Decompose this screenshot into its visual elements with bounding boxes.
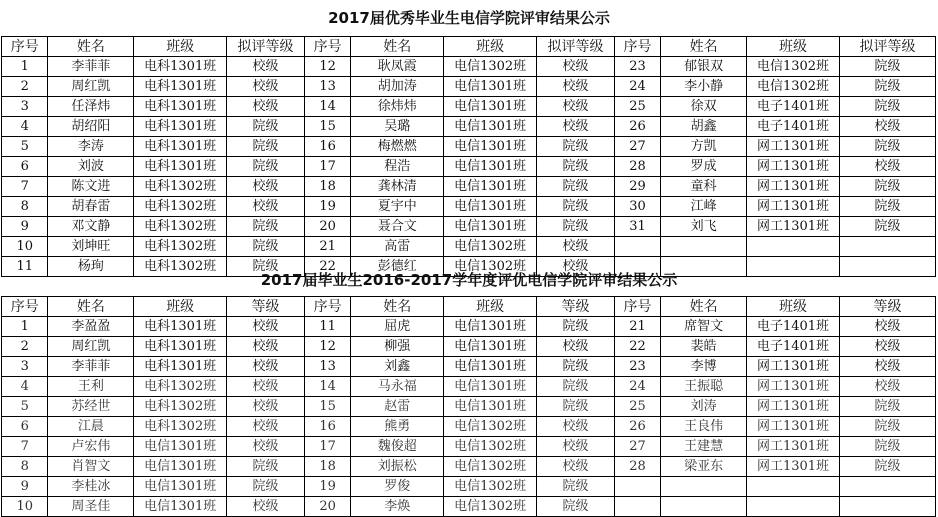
results-table-1: [1, 36, 936, 277]
table-cell: 电信1301班: [444, 197, 537, 217]
table-cell: 电信1301班: [444, 337, 537, 357]
table-cell: 刘坤旺: [48, 237, 134, 257]
table-cell: 李菲菲: [48, 57, 134, 77]
table-cell: 25: [614, 97, 660, 117]
table-cell: 6: [2, 157, 48, 177]
results-table-2: [1, 296, 936, 517]
table-cell: 11: [304, 317, 350, 337]
table-cell: 胡鑫: [661, 117, 747, 137]
table-cell: 电信1301班: [444, 377, 537, 397]
table-cell: 院级: [537, 177, 615, 197]
table-cell: 网工1301班: [747, 397, 840, 417]
table-cell: 电信1301班: [134, 457, 227, 477]
column-header: 拟评等级: [227, 37, 305, 57]
table-cell: 任泽炜: [48, 97, 134, 117]
table-cell: 校级: [537, 437, 615, 457]
column-header: 等级: [839, 297, 935, 317]
table-cell: 电科1301班: [134, 57, 227, 77]
table-cell: 院级: [537, 197, 615, 217]
table-cell: 电信1301班: [444, 137, 537, 157]
table-cell: 17: [304, 157, 350, 177]
column-header: 序号: [304, 297, 350, 317]
table-cell: 电信1301班: [444, 217, 537, 237]
table-cell: 25: [614, 397, 660, 417]
empty-cell: [614, 497, 660, 517]
table-cell: 26: [614, 117, 660, 137]
table-row: [2, 97, 936, 117]
table-cell: 23: [614, 357, 660, 377]
table-cell: 院级: [537, 217, 615, 237]
table-cell: 2: [2, 77, 48, 97]
table-row: [2, 477, 936, 497]
table-cell: 电科1301班: [134, 97, 227, 117]
table-cell: 电信1301班: [444, 157, 537, 177]
table-cell: 校级: [227, 77, 305, 97]
table-cell: 12: [304, 337, 350, 357]
table-cell: 校级: [227, 337, 305, 357]
table-cell: 院级: [839, 217, 935, 237]
column-header: 班级: [444, 297, 537, 317]
table-cell: 电子1401班: [747, 117, 840, 137]
column-header: 拟评等级: [839, 37, 935, 57]
table-cell: 梅燃燃: [351, 137, 444, 157]
empty-cell: [747, 237, 840, 257]
table-cell: 胡加涛: [351, 77, 444, 97]
table-cell: 校级: [537, 257, 615, 277]
table-cell: 网工1301班: [747, 437, 840, 457]
table-cell: 校级: [537, 117, 615, 137]
table-cell: 7: [2, 437, 48, 457]
table-cell: 网工1301班: [747, 177, 840, 197]
table-cell: 校级: [227, 97, 305, 117]
table-cell: 电信1302班: [444, 437, 537, 457]
empty-cell: [614, 237, 660, 257]
table-cell: 校级: [227, 177, 305, 197]
table-row: [2, 397, 936, 417]
table-cell: 电科1301班: [134, 157, 227, 177]
table-cell: 17: [304, 437, 350, 457]
table-cell: 王建慧: [661, 437, 747, 457]
table-row: [2, 497, 936, 517]
table-cell: 11: [2, 257, 48, 277]
table-cell: 电信1301班: [444, 97, 537, 117]
table-cell: 李桂冰: [48, 477, 134, 497]
table-cell: 周红凯: [48, 77, 134, 97]
table-cell: 10: [2, 497, 48, 517]
table-cell: 网工1301班: [747, 457, 840, 477]
table-cell: 8: [2, 457, 48, 477]
table-cell: 江晨: [48, 417, 134, 437]
table-cell: 校级: [227, 497, 305, 517]
table-cell: 方凯: [661, 137, 747, 157]
empty-cell: [747, 497, 840, 517]
table-row: [2, 217, 936, 237]
table-cell: 院级: [227, 157, 305, 177]
table-cell: 王振聪: [661, 377, 747, 397]
column-header: 姓名: [48, 37, 134, 57]
table-cell: 23: [614, 57, 660, 77]
column-header: 班级: [747, 297, 840, 317]
table-cell: 电信1301班: [134, 477, 227, 497]
table-cell: 27: [614, 137, 660, 157]
column-header: 班级: [134, 297, 227, 317]
table-cell: 电科1301班: [134, 117, 227, 137]
table-cell: 院级: [537, 157, 615, 177]
table-cell: 院级: [839, 437, 935, 457]
table-cell: 电科1301班: [134, 77, 227, 97]
empty-cell: [839, 497, 935, 517]
table-cell: 电信1301班: [134, 437, 227, 457]
table-cell: 苏经世: [48, 397, 134, 417]
table-cell: 校级: [227, 437, 305, 457]
table-cell: 校级: [839, 357, 935, 377]
table-row: [2, 77, 936, 97]
table-cell: 院级: [227, 477, 305, 497]
column-header: 班级: [444, 37, 537, 57]
table-cell: 电科1302班: [134, 257, 227, 277]
table-cell: 院级: [537, 497, 615, 517]
table-cell: 聂合文: [351, 217, 444, 237]
table-cell: 12: [304, 57, 350, 77]
table-cell: 13: [304, 357, 350, 377]
column-header: 姓名: [48, 297, 134, 317]
table-cell: 郁银双: [661, 57, 747, 77]
table-cell: 院级: [839, 97, 935, 117]
table-cell: 周圣佳: [48, 497, 134, 517]
table-cell: 网工1301班: [747, 137, 840, 157]
table-cell: 李涛: [48, 137, 134, 157]
table-cell: 24: [614, 377, 660, 397]
table-cell: 李盈盈: [48, 317, 134, 337]
table-cell: 席智文: [661, 317, 747, 337]
table-cell: 校级: [839, 117, 935, 137]
table-cell: 院级: [227, 457, 305, 477]
table-cell: 电科1302班: [134, 237, 227, 257]
table-cell: 校级: [227, 57, 305, 77]
table-cell: 刘鑫: [351, 357, 444, 377]
table-cell: 刘波: [48, 157, 134, 177]
column-header: 班级: [134, 37, 227, 57]
column-header: 姓名: [351, 37, 444, 57]
table-cell: 校级: [537, 237, 615, 257]
table-cell: 电信1302班: [444, 417, 537, 437]
table-cell: 院级: [839, 177, 935, 197]
table-cell: 电信1301班: [444, 357, 537, 377]
table-cell: 电科1301班: [134, 357, 227, 377]
table-cell: 2: [2, 337, 48, 357]
table-cell: 校级: [839, 377, 935, 397]
table-cell: 7: [2, 177, 48, 197]
table-cell: 院级: [227, 237, 305, 257]
table1-header-row: [2, 37, 936, 57]
table-cell: 肖智文: [48, 457, 134, 477]
empty-cell: [839, 237, 935, 257]
table-cell: 电信1301班: [444, 317, 537, 337]
table-cell: 3: [2, 357, 48, 377]
column-header: 序号: [2, 37, 48, 57]
table-cell: 网工1301班: [747, 157, 840, 177]
table-cell: 马永福: [351, 377, 444, 397]
table-cell: 院级: [227, 257, 305, 277]
table-cell: 13: [304, 77, 350, 97]
table-cell: 电信1302班: [747, 77, 840, 97]
table-cell: 电信1302班: [444, 477, 537, 497]
table-cell: 徐炜炜: [351, 97, 444, 117]
table-cell: 校级: [227, 417, 305, 437]
table-cell: 罗俊: [351, 477, 444, 497]
table-cell: 1: [2, 57, 48, 77]
table-cell: 院级: [839, 417, 935, 437]
table-cell: 网工1301班: [747, 417, 840, 437]
table-cell: 电信1301班: [444, 77, 537, 97]
table-cell: 电信1301班: [444, 117, 537, 137]
table-cell: 电信1301班: [134, 497, 227, 517]
table-row: [2, 237, 936, 257]
table-cell: 王利: [48, 377, 134, 397]
table-cell: 屈虎: [351, 317, 444, 337]
table-cell: 电科1301班: [134, 137, 227, 157]
table-cell: 裴皓: [661, 337, 747, 357]
table-cell: 熊勇: [351, 417, 444, 437]
table-row: [2, 117, 936, 137]
table-cell: 刘飞: [661, 217, 747, 237]
table-cell: 胡绍阳: [48, 117, 134, 137]
table-cell: 4: [2, 377, 48, 397]
table-row: [2, 357, 936, 377]
column-header: 序号: [304, 37, 350, 57]
table-cell: 梁亚东: [661, 457, 747, 477]
table-cell: 院级: [227, 117, 305, 137]
table-cell: 14: [304, 97, 350, 117]
table-cell: 21: [304, 237, 350, 257]
table-cell: 16: [304, 137, 350, 157]
table-cell: 电信1301班: [444, 397, 537, 417]
table-row: [2, 157, 936, 177]
table-cell: 杨珣: [48, 257, 134, 277]
empty-cell: [661, 497, 747, 517]
table-cell: 校级: [227, 357, 305, 377]
empty-cell: [614, 477, 660, 497]
section2-title: 2017届毕业生2016-2017学年度评优电信学院评审结果公示: [260, 271, 678, 289]
table-cell: 院级: [537, 137, 615, 157]
table-cell: 院级: [537, 377, 615, 397]
table-row: [2, 437, 936, 457]
table-cell: 电信1301班: [444, 177, 537, 197]
table-cell: 21: [614, 317, 660, 337]
table2-header-row: [2, 297, 936, 317]
table-cell: 24: [614, 77, 660, 97]
table-cell: 校级: [227, 317, 305, 337]
table-cell: 10: [2, 237, 48, 257]
table-cell: 校级: [537, 457, 615, 477]
table-cell: 邓文静: [48, 217, 134, 237]
table-row: [2, 137, 936, 157]
table-cell: 15: [304, 397, 350, 417]
table-cell: 赵雷: [351, 397, 444, 417]
table-cell: 院级: [537, 397, 615, 417]
table-cell: 陈文进: [48, 177, 134, 197]
table-cell: 校级: [537, 57, 615, 77]
table-row: [2, 337, 936, 357]
column-header: 拟评等级: [537, 37, 615, 57]
table-cell: 1: [2, 317, 48, 337]
table-row: [2, 457, 936, 477]
table-cell: 19: [304, 477, 350, 497]
table-cell: 李菲菲: [48, 357, 134, 377]
table-cell: 院级: [839, 57, 935, 77]
table-cell: 16: [304, 417, 350, 437]
table-cell: 网工1301班: [747, 197, 840, 217]
table-cell: 9: [2, 477, 48, 497]
table-cell: 网工1301班: [747, 217, 840, 237]
table-cell: 电科1302班: [134, 177, 227, 197]
table-cell: 14: [304, 377, 350, 397]
table-cell: 夏宇中: [351, 197, 444, 217]
table-cell: 电子1401班: [747, 317, 840, 337]
empty-cell: [661, 237, 747, 257]
table-cell: 校级: [537, 97, 615, 117]
table-row: [2, 317, 936, 337]
table-cell: 电科1302班: [134, 197, 227, 217]
table-cell: 电信1302班: [444, 237, 537, 257]
table-row: [2, 177, 936, 197]
empty-cell: [661, 477, 747, 497]
table-cell: 院级: [227, 217, 305, 237]
table-cell: 电科1302班: [134, 217, 227, 237]
table-cell: 29: [614, 177, 660, 197]
table-cell: 校级: [537, 417, 615, 437]
table-cell: 李博: [661, 357, 747, 377]
table-cell: 电信1302班: [444, 57, 537, 77]
table-cell: 罗成: [661, 157, 747, 177]
table-cell: 徐双: [661, 97, 747, 117]
table-cell: 28: [614, 457, 660, 477]
table-cell: 18: [304, 457, 350, 477]
table-cell: 3: [2, 97, 48, 117]
table-cell: 校级: [227, 377, 305, 397]
table-cell: 电子1401班: [747, 97, 840, 117]
table-cell: 28: [614, 157, 660, 177]
table-cell: 院级: [839, 77, 935, 97]
table-row: [2, 197, 936, 217]
table-cell: 30: [614, 197, 660, 217]
column-header: 序号: [614, 297, 660, 317]
column-header: 等级: [537, 297, 615, 317]
table-cell: 刘振松: [351, 457, 444, 477]
table-cell: 15: [304, 117, 350, 137]
table-cell: 高雷: [351, 237, 444, 257]
table-cell: 19: [304, 197, 350, 217]
table-cell: 校级: [227, 397, 305, 417]
table-cell: 校级: [839, 337, 935, 357]
empty-cell: [747, 477, 840, 497]
column-header: 序号: [614, 37, 660, 57]
table-cell: 胡春雷: [48, 197, 134, 217]
table-cell: 李焕: [351, 497, 444, 517]
table-cell: 校级: [839, 317, 935, 337]
table-cell: 彭德红: [351, 257, 444, 277]
table-cell: 校级: [839, 157, 935, 177]
table-cell: 院级: [839, 457, 935, 477]
table-cell: 电科1302班: [134, 397, 227, 417]
table-cell: 院级: [839, 397, 935, 417]
section1-title: 2017届优秀毕业生电信学院评审结果公示: [328, 9, 610, 27]
table-cell: 魏俊超: [351, 437, 444, 457]
table-cell: 校级: [227, 197, 305, 217]
table-cell: 20: [304, 217, 350, 237]
table-cell: 校级: [537, 337, 615, 357]
table-cell: 程浩: [351, 157, 444, 177]
column-header: 姓名: [661, 37, 747, 57]
table-cell: 吴璐: [351, 117, 444, 137]
table-cell: 网工1301班: [747, 377, 840, 397]
table-cell: 网工1301班: [747, 357, 840, 377]
table-cell: 电信1302班: [444, 457, 537, 477]
table-cell: 18: [304, 177, 350, 197]
table-cell: 院级: [537, 357, 615, 377]
table-cell: 童科: [661, 177, 747, 197]
column-header: 姓名: [661, 297, 747, 317]
table-row: [2, 417, 936, 437]
table-cell: 电科1301班: [134, 317, 227, 337]
empty-cell: [839, 477, 935, 497]
table-cell: 电子1401班: [747, 337, 840, 357]
column-header: 班级: [747, 37, 840, 57]
table-cell: 院级: [839, 137, 935, 157]
table-row: [2, 57, 936, 77]
column-header: 序号: [2, 297, 48, 317]
table-cell: 电信1302班: [747, 57, 840, 77]
table-cell: 31: [614, 217, 660, 237]
table-cell: 4: [2, 117, 48, 137]
table-cell: 电科1302班: [134, 417, 227, 437]
table-cell: 校级: [537, 77, 615, 97]
table-cell: 江峰: [661, 197, 747, 217]
table-cell: 20: [304, 497, 350, 517]
table-cell: 9: [2, 217, 48, 237]
table-cell: 院级: [537, 317, 615, 337]
column-header: 等级: [227, 297, 305, 317]
table-cell: 电信1302班: [444, 257, 537, 277]
table-cell: 电信1302班: [444, 497, 537, 517]
table-cell: 李小静: [661, 77, 747, 97]
table-cell: 26: [614, 417, 660, 437]
table-cell: 5: [2, 137, 48, 157]
table-cell: 22: [614, 337, 660, 357]
table-cell: 院级: [839, 197, 935, 217]
table-cell: 电科1301班: [134, 337, 227, 357]
table-cell: 6: [2, 417, 48, 437]
table-cell: 院级: [537, 477, 615, 497]
table-cell: 27: [614, 437, 660, 457]
table-cell: 5: [2, 397, 48, 417]
column-header: 姓名: [351, 297, 444, 317]
table-row: [2, 377, 936, 397]
table-cell: 8: [2, 197, 48, 217]
table-cell: 卢宏伟: [48, 437, 134, 457]
table-cell: 电科1302班: [134, 377, 227, 397]
table-cell: 22: [304, 257, 350, 277]
table-cell: 柳强: [351, 337, 444, 357]
table-cell: 龚林清: [351, 177, 444, 197]
table-cell: 周红凯: [48, 337, 134, 357]
table-cell: 耿凤霞: [351, 57, 444, 77]
table-cell: 王良伟: [661, 417, 747, 437]
table-cell: 刘涛: [661, 397, 747, 417]
table-cell: 院级: [227, 137, 305, 157]
